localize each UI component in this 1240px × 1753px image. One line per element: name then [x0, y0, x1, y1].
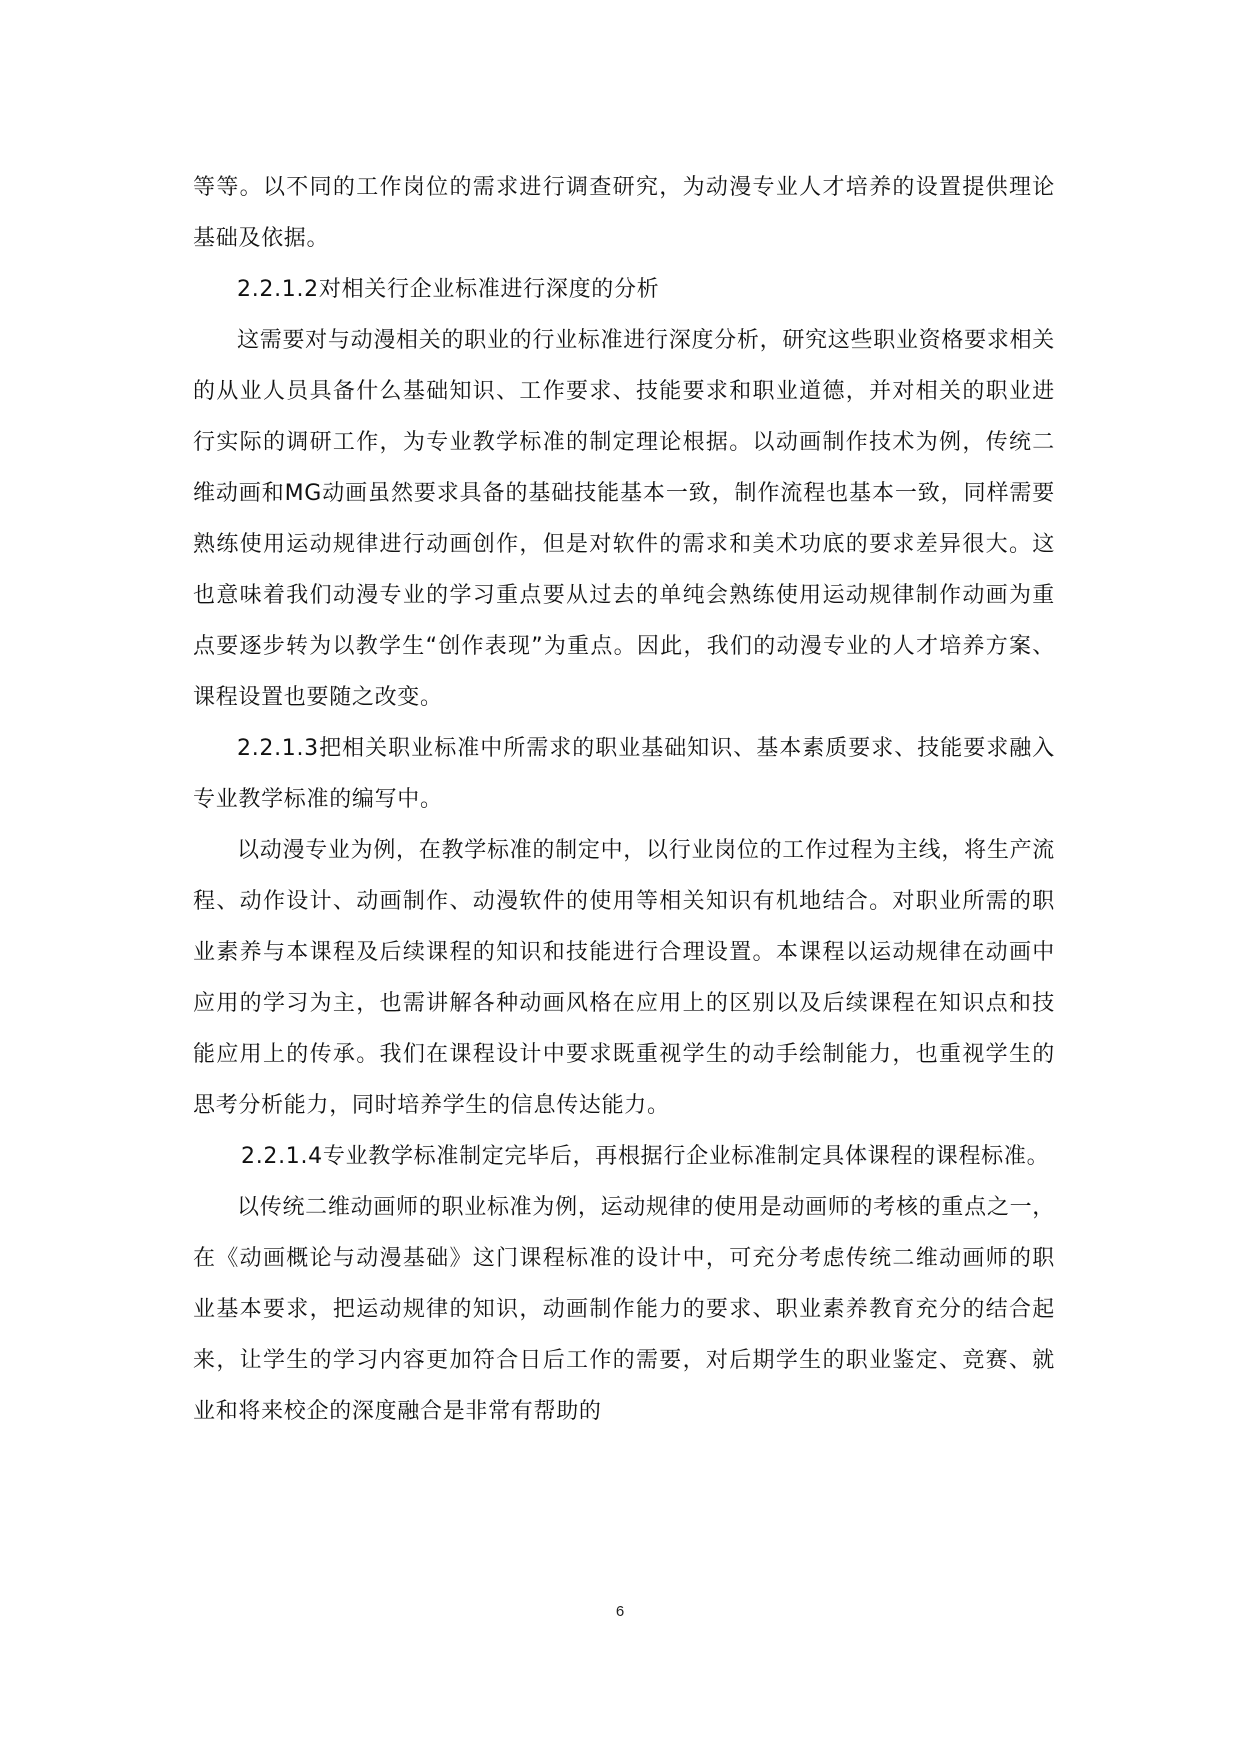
- page-number: 6: [615, 1603, 625, 1620]
- document-body: [193, 162, 1055, 1437]
- paragraph-2d-animator-example: 以传统二维动画师的职业标准为例，运动规律的使用是动画师的考核的重点之一，在《动画概论与动漫基础》这门课程标准的设计中，可充分考虑传统二维动画师的职业基本要求，把运动规律的知识，动画制作能力的要求、职业素养教育充分的结合起来，让学生的学习内容更加符合日后工作的需要，对后期学生的职业鉴定、竞赛、就业和将来校企的深度融合是非常有帮助的: [193, 1195, 1055, 1424]
- paragraph-continuation: 等等。以不同的工作岗位的需求进行调查研究，为动漫专业人才培养的设置提供理论基础及依据。: [193, 175, 1055, 251]
- section-heading-2-2-1-4: 2.2.1.4专业教学标准制定完毕后，再根据行企业标准制定具体课程的课程标准。: [241, 1144, 1050, 1169]
- section-heading-2-2-1-2: 2.2.1.2对相关行企业标准进行深度的分析: [237, 277, 660, 302]
- section-heading-2-2-1-3: 2.2.1.3把相关职业标准中所需求的职业基础知识、基本素质要求、技能要求融入专业教学标准的编写中。: [193, 736, 1055, 812]
- paragraph-industry-standard-analysis: 这需要对与动漫相关的职业的行业标准进行深度分析，研究这些职业资格要求相关的从业人员具备什么基础知识、工作要求、技能要求和职业道德，并对相关的职业进行实际的调研工作，为专业教学标准的制定理论根据。以动画制作技术为例，传统二维动画和MG动画虽然要求具备的基础技能基本一致，制作流程也基本一致，同样需要熟练使用运动规律进行动画创作，但是对软件的需求和美术功底的要求差异很大。这也意味着我们动漫专业的学习重点要从过去的单纯会熟练使用运动规律制作动画为重点要逐步转为以教学生“创作表现”为重点。因此，我们的动漫专业的人才培养方案、课程设置也要随之改变。: [193, 328, 1055, 710]
- paragraph-animation-major-example: 以动漫专业为例，在教学标准的制定中，以行业岗位的工作过程为主线，将生产流程、动作设计、动画制作、动漫软件的使用等相关知识有机地结合。对职业所需的职业素养与本课程及后续课程的知识和技能进行合理设置。本课程以运动规律在动画中应用的学习为主，也需讲解各种动画风格在应用上的区别以及后续课程在知识点和技能应用上的传承。我们在课程设计中要求既重视学生的动手绘制能力，也重视学生的思考分析能力，同时培养学生的信息传达能力。: [193, 838, 1055, 1118]
